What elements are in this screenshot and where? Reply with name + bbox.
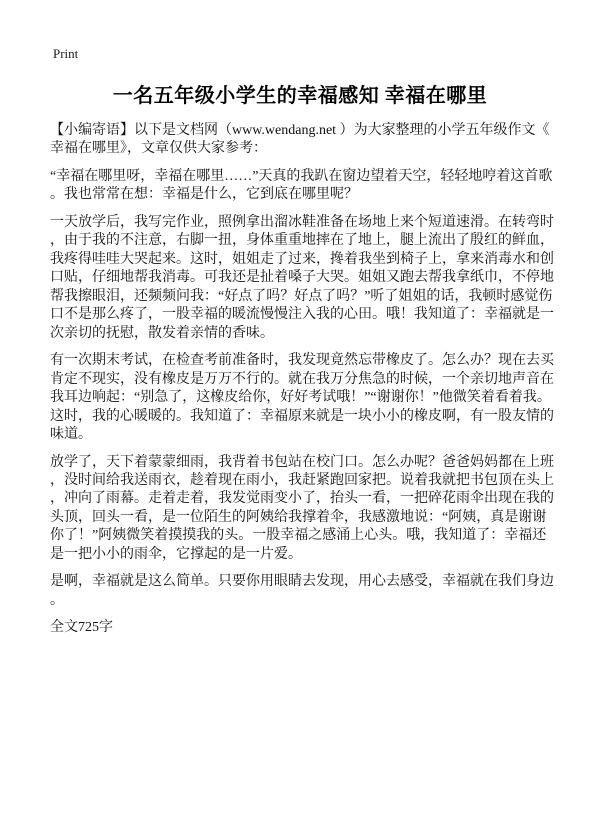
article-body: [50, 122, 555, 638]
body-paragraph-3: 有一次期末考试，在检查考前准备时，我发现竟然忘带橡皮了。怎么办？现在去买肯定不现实，没有橡皮是万万不行的。就在我万分焦急的时候，一个亲切地声音在我耳边响起：“别急了，这橡皮给你，好好考试哦！”“谢谢你！”他微笑着看着我。这时，我的心暖暖的。我知道了：幸福原来就是一块小小的橡皮啊，有一股友情的味道。: [50, 353, 554, 443]
print-link[interactable]: Print: [53, 46, 79, 61]
word-count: 全文725字: [50, 620, 113, 636]
page-title: 一名五年级小学生的幸福感知 幸福在哪里: [112, 85, 488, 107]
body-paragraph-4: 放学了，天下着蒙蒙细雨，我背着书包站在校门口。怎么办呢？爸爸妈妈都在上班，没时间给我送雨衣，趁着现在雨小，我赶紧跑回家把。说着我就把书包顶在头上，冲向了雨幕。走着走着，我发觉雨变小了，抬头一看，一把碎花雨伞出现在我的头顶，回头一看，是一位陌生的阿姨给我撑着伞，我感激地说：“阿姨，真是谢谢你了！”阿姨微笑着摸摸我的头。一股幸福之感涌上心头。哦，我知道了：幸福还是一把小小的雨伞，它撑起的是一片爱。: [50, 454, 554, 562]
body-paragraph-1: “幸福在哪里呀，幸福在哪里……”天真的我趴在窗边望着天空，轻轻地哼着这首歌。我也常常在想：幸福是什么，它到底在哪里呢？: [50, 168, 553, 203]
body-paragraph-2: 一天放学后，我写完作业，照例拿出溜冰鞋准备在场地上来个短道速滑。在转弯时，由于我的不注意，右脚一扭，身体重重地摔在了地上，腿上流出了殷红的鲜血，我疼得哇哇大哭起来。这时，姐姐走了过来，搀着我坐到椅子上，拿来消毒水和创口贴，仔细地帮我消毒。可我还是扯着嗓子大哭。姐姐又跑去帮我拿纸巾，不停地帮我擦眼泪，还频频问我：“好点了吗？好点了吗？”听了姐姐的话，我顿时感觉伤口不是那么疼了，一股幸福的暖流慢慢注入我的心田。哦！我知道了：幸福就是一次亲切的抚慰，散发着亲情的香味。: [50, 214, 554, 341]
body-paragraph-5: 是啊，幸福就是这么简单。只要你用眼睛去发现，用心去感受，幸福就在我们身边。: [50, 574, 554, 608]
intro-paragraph: 【小编寄语】以下是文档网（www.wendang.net ）为大家整理的小学五年级作文《幸福在哪里》，文章仅供大家参考：: [50, 123, 550, 157]
